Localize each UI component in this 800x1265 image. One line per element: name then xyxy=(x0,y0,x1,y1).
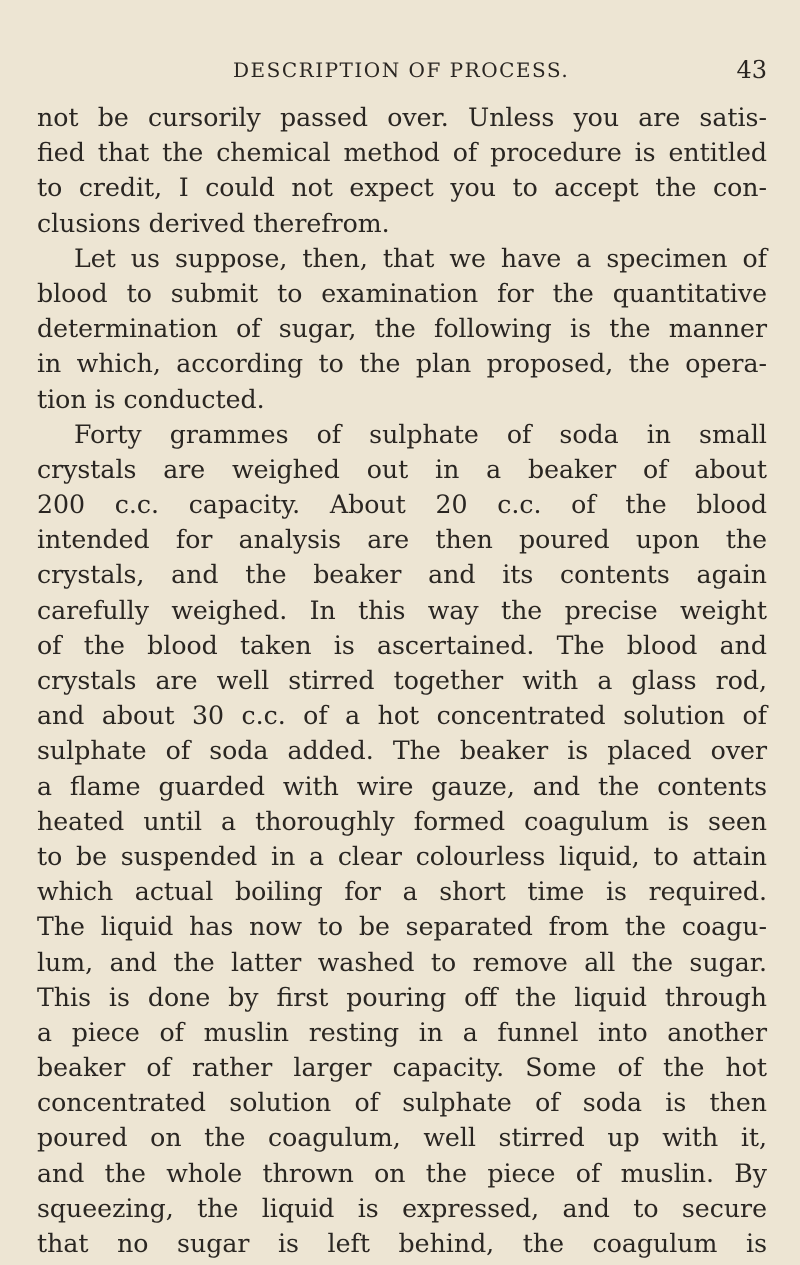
text-line: carefully weighed. In this way the precise weight xyxy=(37,595,767,625)
text-line: determination of sugar, the following is the manner xyxy=(37,314,767,344)
page-number: 43 xyxy=(736,56,767,84)
text-line: that no sugar is left behind, the coagulum is xyxy=(37,1229,767,1258)
text-line: concentrated solution of sulphate of soda is then xyxy=(37,1088,767,1118)
page-header xyxy=(0,58,800,88)
text-line: poured on the coagulum, well stirred up with it, xyxy=(37,1123,767,1153)
text-line: clusions derived therefrom. xyxy=(37,208,390,238)
text-line: beaker of rather larger capacity. Some of the hot xyxy=(37,1053,767,1083)
text-line: crystals are well stirred together with a glass rod, xyxy=(37,666,767,695)
text-line: Let us suppose, then, that we have a specimen of xyxy=(74,243,767,273)
text-line: squeezing, the liquid is expressed, and to secure xyxy=(37,1193,767,1223)
text-line: lum, and the latter washed to remove all the sugar. xyxy=(37,947,767,977)
running-head: DESCRIPTION OF PROCESS. xyxy=(233,58,570,82)
text-line: intended for analysis are then poured upon the xyxy=(37,525,767,555)
text-line: a flame guarded with wire gauze, and the contents xyxy=(37,771,767,801)
text-line: Forty grammes of sulphate of soda in small xyxy=(74,419,767,449)
text-line: sulphate of soda added. The beaker is placed over xyxy=(37,736,767,766)
text-line: blood to submit to examination for the quantitative xyxy=(37,278,767,308)
text-line: to be suspended in a clear colourless liquid, to attain xyxy=(37,841,767,871)
body-text xyxy=(37,100,767,1261)
text-line: tion is conducted. xyxy=(37,384,265,414)
text-line: crystals, and the beaker and its contents again xyxy=(37,560,767,590)
text-line: This is done by first pouring off the liquid through xyxy=(37,982,767,1012)
text-line: which actual boiling for a short time is required. xyxy=(37,877,767,907)
text-line: 200 c.c. capacity. About 20 c.c. of the blood xyxy=(37,490,767,520)
text-line: in which, according to the plan proposed, the opera- xyxy=(37,349,767,379)
text-line: The liquid has now to be separated from the coagu- xyxy=(37,912,767,942)
text-line: to credit, I could not expect you to accept the con- xyxy=(37,173,767,203)
text-line: crystals are weighed out in a beaker of about xyxy=(37,454,767,484)
text-line: a piece of muslin resting in a funnel into another xyxy=(37,1017,767,1047)
text-line: and about 30 c.c. of a hot concentrated solution of xyxy=(37,701,767,731)
text-line: not be cursorily passed over. Unless you are satis- xyxy=(37,103,767,132)
text-line: heated until a thoroughly formed coagulum is seen xyxy=(37,806,767,836)
text-line: of the blood taken is ascertained. The blood and xyxy=(37,630,767,660)
text-line: fied that the chemical method of procedure is entitled xyxy=(37,138,767,168)
text-line: and the whole thrown on the piece of muslin. By xyxy=(37,1158,767,1188)
